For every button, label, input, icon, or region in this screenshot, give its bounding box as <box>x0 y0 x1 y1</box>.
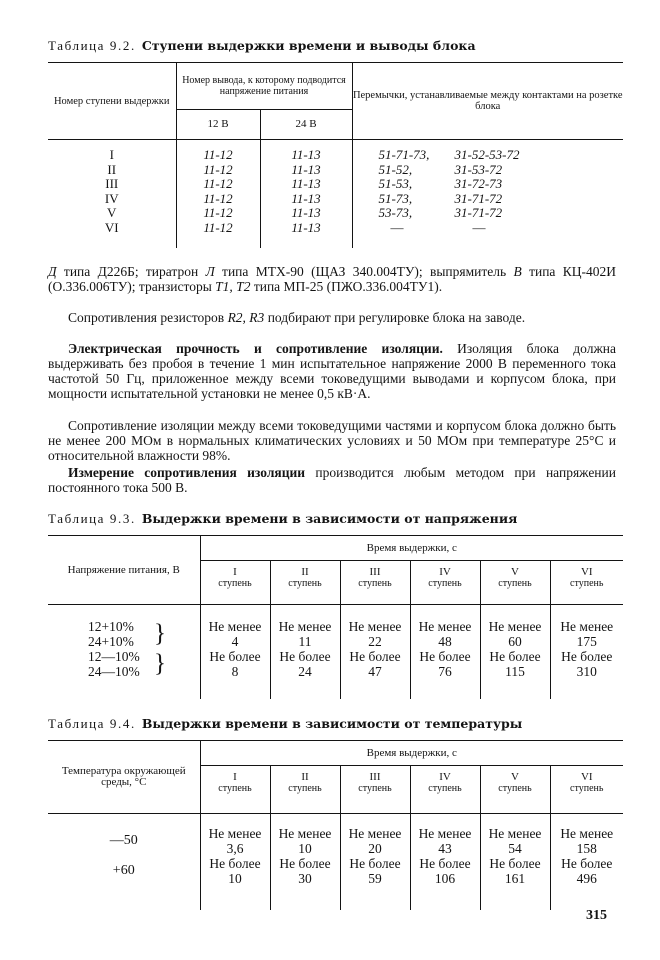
stage-word: ступень <box>570 783 604 794</box>
stage-cell: IV <box>104 190 119 206</box>
min-value: 3,6 <box>226 841 244 856</box>
stage-roman: V <box>511 566 519 578</box>
min-label: Не менее <box>278 619 332 634</box>
paragraph-resistors <box>48 310 616 325</box>
min-label: Не менее <box>560 826 614 841</box>
stage-header <box>340 561 410 605</box>
paragraph-insulation-strength <box>48 341 616 401</box>
voltage-cell: 12+10% <box>88 619 134 634</box>
value-cell <box>200 605 270 700</box>
min-label: Не менее <box>348 619 402 634</box>
jumper-row <box>379 206 624 221</box>
text-run: производится любым методом при напряжении постоянного тока 500 В. <box>48 465 616 495</box>
table-9-2 <box>48 62 623 248</box>
header-time: Время выдержки, с <box>200 741 623 766</box>
value-cell <box>410 814 480 911</box>
jumper-row <box>379 163 624 178</box>
temperature-cell: —50 <box>109 833 138 848</box>
min-label: Не менее <box>418 619 472 634</box>
jumper-a: 51-71-73, <box>378 147 430 162</box>
stage-cell: I <box>109 147 114 162</box>
v24-cell: 11-13 <box>291 219 321 235</box>
text-run: Д <box>48 264 57 279</box>
v24-cell: 11-13 <box>291 176 321 191</box>
header-time: Время выдержки, с <box>200 536 623 561</box>
stage-cell: III <box>105 176 119 191</box>
stage-roman: V <box>511 771 519 783</box>
stage-word: ступень <box>218 578 252 589</box>
header-temperature: Температура окружающей среды, °С <box>48 741 200 814</box>
stage-roman: VI <box>580 566 593 578</box>
header-output-number: Номер вывода, к которому подводится напряжение питания <box>176 63 352 110</box>
value-cell <box>410 605 480 700</box>
max-value: 24 <box>298 664 312 679</box>
stage-roman: III <box>369 566 381 578</box>
text-run: типа Д226Б; тиратрон <box>56 264 206 279</box>
max-value: 47 <box>368 664 382 679</box>
text-run: Л <box>205 264 215 279</box>
stage-cell: VI <box>104 219 119 235</box>
stage-header <box>480 766 550 814</box>
stage-header <box>200 766 270 814</box>
jumper-row <box>379 221 624 236</box>
jumper-row <box>379 177 624 192</box>
stage-word: ступень <box>498 578 532 589</box>
caption-title: Ступени выдержки времени и выводы блока <box>141 38 476 53</box>
min-value: 60 <box>508 634 522 649</box>
jumper-b: 31-71-72 <box>454 205 503 220</box>
caption-title: Выдержки времени в зависимости от напряжения <box>141 511 518 526</box>
voltage-cell: 24—10% <box>88 664 140 679</box>
text-run-bold: Электрическая прочность и сопротивление изоляции. <box>68 341 443 356</box>
value-cell <box>550 814 623 911</box>
min-label: Не менее <box>418 826 472 841</box>
value-cell <box>270 814 340 911</box>
min-value: 20 <box>368 841 382 856</box>
table-9-4-caption <box>48 716 623 732</box>
stage-word: ступень <box>498 783 532 794</box>
voltage-cell: 12—10% <box>88 649 140 664</box>
text-run: типа МТХ-90 (ЩАЗ 340.004ТУ); выпрямитель <box>214 264 514 279</box>
jumper-b: — <box>472 219 486 235</box>
stage-word: ступень <box>288 783 322 794</box>
voltage-group <box>88 649 168 679</box>
value-cell <box>340 814 410 911</box>
max-label: Не более <box>349 856 401 871</box>
min-value: 43 <box>438 841 452 856</box>
header-jumpers: Перемычки, устанавливаемые между контактами на розетке блока <box>352 63 623 140</box>
v24-cell: 11-13 <box>291 147 321 162</box>
min-value: 48 <box>438 634 452 649</box>
v24-cell: 11-13 <box>291 205 321 220</box>
caption-title: Выдержки времени в зависимости от температуры <box>141 716 523 731</box>
jumper-row <box>379 192 624 207</box>
text-run-bold: Измерение сопротивления изоляции <box>68 465 306 480</box>
stage-word: ступень <box>428 783 462 794</box>
stage-roman: II <box>301 771 309 783</box>
max-value: 310 <box>576 664 597 679</box>
stage-header <box>200 561 270 605</box>
stage-word: ступень <box>570 578 604 589</box>
max-label: Не более <box>279 649 331 664</box>
value-cell <box>340 605 410 700</box>
brace: } <box>154 620 166 647</box>
min-label: Не менее <box>208 619 262 634</box>
text-run: подбирают при регулировке блока на заводе. <box>264 310 526 325</box>
v12-cell: 11-12 <box>203 219 233 235</box>
header-voltage: Напряжение питания, В <box>48 536 200 605</box>
stage-header <box>410 766 480 814</box>
min-label: Не менее <box>278 826 332 841</box>
max-value: 161 <box>504 871 526 886</box>
max-value: 10 <box>228 871 242 886</box>
min-value: 22 <box>368 634 382 649</box>
header-24v: 24 В <box>260 109 352 139</box>
v12-cell: 11-12 <box>203 161 233 177</box>
paragraph-measurement <box>48 465 616 495</box>
temperature-cell: +60 <box>112 863 135 878</box>
max-label: Не более <box>209 649 261 664</box>
jumper-b: 31-53-72 <box>454 161 503 177</box>
stage-roman: I <box>233 566 237 578</box>
v12-column <box>176 140 260 249</box>
text-run: Сопротивления резисторов <box>68 310 228 325</box>
jumper-row <box>379 148 624 163</box>
v24-cell: 11-13 <box>291 161 321 177</box>
jumper-a: 51-52, <box>378 161 413 177</box>
table-9-3-caption <box>48 511 623 527</box>
text-run: Изоляция блока должна выдерживать без пробоя в течение 1 мин испытательное напряжение 2000 В переменного тока частотой 50 Гц, приложенное между всеми токоведущими выводами и корпусом блока, при мощности испытательной установки не менее 0,5 кВ·А. <box>48 341 616 401</box>
v12-cell: 11-12 <box>203 176 233 191</box>
stage-header <box>270 561 340 605</box>
stage-roman: III <box>369 771 381 783</box>
jumper-b: 31-52-53-72 <box>454 147 520 162</box>
paragraph-insulation-resistance <box>48 418 616 463</box>
max-label: Не более <box>561 856 613 871</box>
brace: } <box>154 650 166 677</box>
paragraph-components <box>48 264 616 294</box>
value-cell <box>480 814 550 911</box>
stage-word: ступень <box>358 783 392 794</box>
jumper-b: 31-72-73 <box>454 176 503 191</box>
min-value: 11 <box>298 634 312 649</box>
stage-roman: I <box>233 771 237 783</box>
max-label: Не более <box>489 856 541 871</box>
min-label: Не менее <box>560 619 614 634</box>
voltage-group <box>88 619 168 649</box>
min-label: Не менее <box>348 826 402 841</box>
jumper-a: 53-73, <box>378 205 413 220</box>
v24-cell: 11-13 <box>291 190 321 206</box>
text-run: В <box>513 264 522 279</box>
header-12v: 12 В <box>176 109 260 139</box>
stage-roman: II <box>301 566 309 578</box>
caption-label: Таблица 9.4. <box>48 716 136 731</box>
max-label: Не более <box>349 649 401 664</box>
stage-word: ступень <box>288 578 322 589</box>
v12-cell: 11-12 <box>203 147 233 162</box>
max-label: Не более <box>561 649 613 664</box>
value-cell <box>550 605 623 700</box>
min-label: Не менее <box>488 619 542 634</box>
v12-cell: 11-12 <box>203 205 233 220</box>
v24-column <box>260 140 352 249</box>
min-label: Не менее <box>488 826 542 841</box>
stage-cell: II <box>107 161 117 177</box>
table-9-4 <box>48 740 623 910</box>
stage-cell: V <box>107 205 117 220</box>
temperature-column <box>48 814 200 911</box>
max-value: 76 <box>438 664 452 679</box>
stage-roman: IV <box>439 566 451 578</box>
max-label: Не более <box>209 856 261 871</box>
voltage-column <box>48 605 200 700</box>
stage-roman: IV <box>439 771 451 783</box>
jumper-a: 51-53, <box>378 176 413 191</box>
value-cell <box>480 605 550 700</box>
caption-label: Таблица 9.2. <box>48 38 136 53</box>
text-run: типа КЦ-402И (О.336.006ТУ); транзисторы <box>48 264 617 294</box>
min-value: 158 <box>576 841 597 856</box>
jumper-a: — <box>390 219 404 235</box>
text-run: Т1, Т2 <box>215 279 251 294</box>
stage-header <box>340 766 410 814</box>
min-label: Не менее <box>208 826 262 841</box>
max-label: Не более <box>419 856 471 871</box>
value-cell <box>200 814 270 911</box>
table-9-2-caption <box>48 38 623 54</box>
stage-header <box>550 561 623 605</box>
stage-header <box>480 561 550 605</box>
min-value: 54 <box>508 841 522 856</box>
header-stage-number: Номер ступени выдержки <box>48 63 176 140</box>
stage-header <box>410 561 480 605</box>
stage-column <box>48 140 176 249</box>
jumper-b: 31-71-72 <box>454 190 503 206</box>
max-value: 30 <box>298 871 312 886</box>
max-label: Не более <box>489 649 541 664</box>
voltage-cell: 24+10% <box>88 634 134 649</box>
stage-word: ступень <box>358 578 392 589</box>
stage-header <box>270 766 340 814</box>
value-cell <box>270 605 340 700</box>
max-value: 8 <box>231 664 239 679</box>
text-run: R2, R3 <box>227 310 265 325</box>
max-value: 115 <box>505 664 525 679</box>
max-label: Не более <box>419 649 471 664</box>
max-value: 496 <box>576 871 597 886</box>
min-value: 175 <box>576 634 597 649</box>
jumper-a: 51-73, <box>378 190 413 206</box>
stage-word: ступень <box>428 578 462 589</box>
stage-roman: VI <box>580 771 593 783</box>
max-value: 106 <box>434 871 456 886</box>
min-value: 4 <box>231 634 239 649</box>
stage-header <box>550 766 623 814</box>
min-value: 10 <box>298 841 312 856</box>
caption-label: Таблица 9.3. <box>48 511 136 526</box>
text-run: Сопротивление изоляции между всеми токоведущими частями и корпусом блока должно быть не менее 200 МОм в нормальных климатических условиях и 50 МОм при температуре 25°С и относительной влажности 98%. <box>48 418 616 463</box>
max-value: 59 <box>368 871 382 886</box>
stage-word: ступень <box>218 783 252 794</box>
jumpers-column <box>352 140 623 249</box>
max-label: Не более <box>279 856 331 871</box>
v12-cell: 11-12 <box>203 190 233 206</box>
text-run: типа МП-25 (ПЖО.336.004ТУ1). <box>250 279 443 294</box>
page-number: 315 <box>586 908 607 923</box>
table-9-3 <box>48 535 623 699</box>
